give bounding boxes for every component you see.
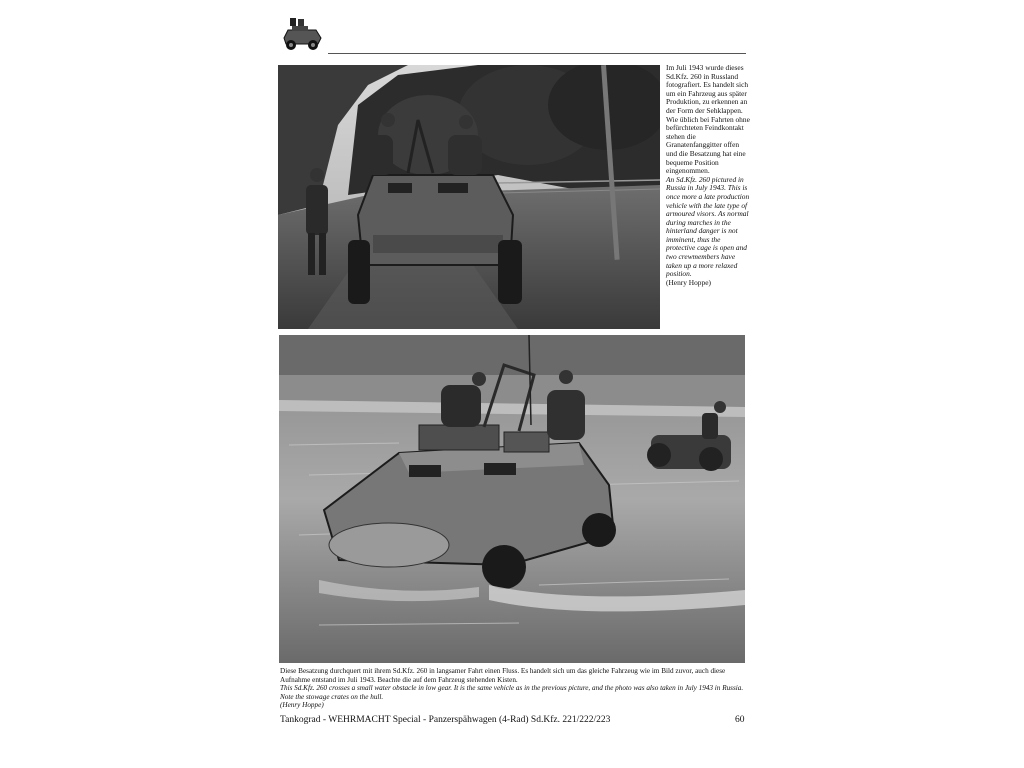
caption-german: Im Juli 1943 wurde dieses Sd.Kfz. 260 in Russland fotografiert. Es handelt sich um ein Fahrzeug aus später Produktion, zu erkennen an der Form der Sehklappen. Wie üblich bei Fahrten ohne befürchteten Feindkontakt stehen die Granatenfanggitter offen und die Besatzung hat eine bequeme Position eingenommen. [666, 63, 750, 176]
header-rule [328, 53, 746, 54]
photo-armoured-car-river [279, 335, 745, 663]
armoured-car-icon [280, 16, 324, 52]
photo-bottom-caption [280, 667, 746, 710]
photo-credit: (Henry Hoppe) [666, 277, 711, 287]
caption-german: Diese Besatzung durchquert mit ihrem Sd.Kfz. 260 in langsamer Fahrt einen Fluss. Es handelt sich um das gleiche Fahrzeug wie im Bild zuvor, auch diese Aufnahme entstand im Juli 1943. Beachte die auf dem Fahrzeug stehenden Kisten. [280, 667, 726, 684]
photo-top-caption [666, 64, 750, 287]
footer-book-title: Tankograd - WEHRMACHT Special - Panzerspähwagen (4-Rad) Sd.Kfz. 221/222/223 [280, 715, 611, 725]
caption-english: An Sd.Kfz. 260 pictured in Russia in July 1943. This is once more a late production vehicle with the late type of armoured visors. As normal during marches in the hinterland danger is not imminent, thus the protective cage is open and two crewmembers have taken up a more relaxed position. [666, 174, 750, 279]
photo-armoured-car-road [278, 65, 660, 329]
photo-credit: (Henry Hoppe) [280, 701, 324, 710]
caption-english: This Sd.Kfz. 260 crosses a small water obstacle in low gear. It is the same vehicle as in the previous picture, and the photo was also taken in July 1943 in Russia. Note the stowage crates on the hull. [280, 684, 744, 701]
page-number: 60 [735, 715, 745, 725]
